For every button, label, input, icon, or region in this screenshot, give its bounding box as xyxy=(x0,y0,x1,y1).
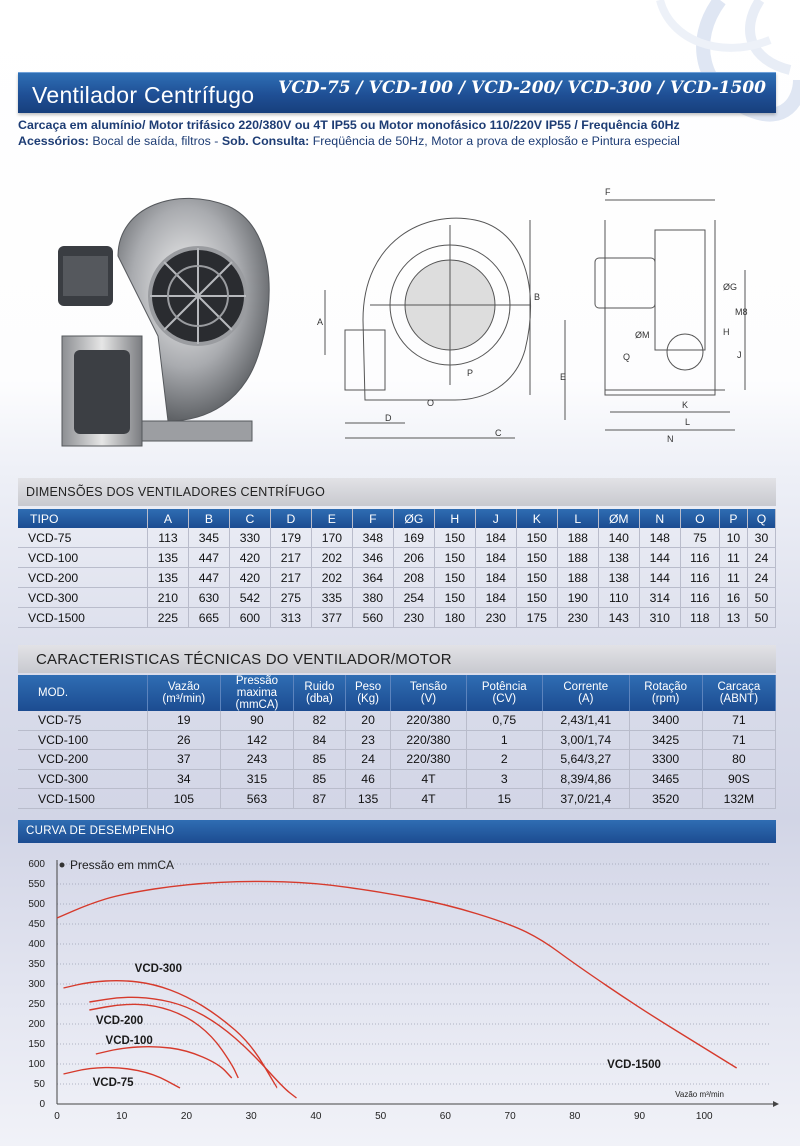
table-cell: 138 xyxy=(598,568,639,588)
table-cell: 184 xyxy=(475,588,516,608)
dim-label-p: P xyxy=(467,368,474,378)
table-cell: 90 xyxy=(220,711,293,730)
table-cell: 190 xyxy=(557,588,598,608)
page-title: Ventilador Centrífugo xyxy=(32,82,255,108)
table-cell: 4T xyxy=(391,769,466,789)
table-cell: 116 xyxy=(680,568,719,588)
x-tick-label: 50 xyxy=(375,1111,387,1122)
dim-label-om: ØM xyxy=(635,330,650,340)
title-bar xyxy=(18,72,776,113)
table-cell: 220/380 xyxy=(391,730,466,750)
table-cell: VCD-300 xyxy=(18,769,147,789)
dim-label-n: N xyxy=(667,434,674,444)
table-cell: 3425 xyxy=(629,730,702,750)
dim-col-header: C xyxy=(229,509,270,528)
dim-col-header: N xyxy=(639,509,680,528)
table-cell: 208 xyxy=(393,568,434,588)
table-cell: 138 xyxy=(598,548,639,568)
table-cell: 188 xyxy=(557,548,598,568)
dimensions-title: DIMENSÕES DOS VENTILADORES CENTRÍFUGO xyxy=(26,485,326,499)
dim-col-header: E xyxy=(311,509,352,528)
dim-col-header: O xyxy=(680,509,719,528)
x-tick-label: 80 xyxy=(569,1111,581,1122)
table-cell: 116 xyxy=(680,588,719,608)
table-cell: 11 xyxy=(719,568,747,588)
table-cell: 113 xyxy=(147,528,188,548)
table-cell: 10 xyxy=(719,528,747,548)
table-cell: 179 xyxy=(270,528,311,548)
table-cell: 85 xyxy=(294,769,346,789)
table-cell: VCD-300 xyxy=(18,588,147,608)
table-cell: 150 xyxy=(434,528,475,548)
dim-label-a: A xyxy=(317,317,324,327)
table-cell: 315 xyxy=(220,769,293,789)
table-cell: 3,00/1,74 xyxy=(542,730,629,750)
table-cell: 3 xyxy=(466,769,542,789)
table-cell: 80 xyxy=(702,750,775,770)
dim-label-l: L xyxy=(685,417,691,427)
table-cell: 116 xyxy=(680,548,719,568)
y-tick-label: 550 xyxy=(28,879,45,890)
y-tick-label: 600 xyxy=(28,859,45,870)
spec-line-1 xyxy=(18,118,680,132)
table-cell: VCD-1500 xyxy=(18,789,147,809)
x-tick-label: 0 xyxy=(54,1111,60,1122)
table-cell: 230 xyxy=(557,608,598,628)
table-cell: 348 xyxy=(352,528,393,548)
dim-label-b: B xyxy=(534,292,541,302)
x-axis-label: Vazão m³/min xyxy=(675,1090,724,1099)
table-cell: 420 xyxy=(229,548,270,568)
y-tick-label: 350 xyxy=(28,959,45,970)
table-cell: 184 xyxy=(475,548,516,568)
spec-line-2 xyxy=(18,134,680,148)
technical-table xyxy=(18,675,776,809)
series-label: VCD-200 xyxy=(95,1015,144,1027)
table-cell: 50 xyxy=(747,608,775,628)
x-tick-label: 60 xyxy=(439,1111,451,1122)
dim-label-j: J xyxy=(737,350,742,360)
x-tick-label: 20 xyxy=(180,1111,193,1122)
table-cell: 3465 xyxy=(629,769,702,789)
table-cell: 26 xyxy=(147,730,220,750)
series-label: VCD-100 xyxy=(105,1035,153,1047)
table-cell: 37,0/21,4 xyxy=(542,789,629,809)
table-cell: 5,64/3,27 xyxy=(542,750,629,770)
table-cell: 150 xyxy=(516,528,557,548)
on-request-text: Freqüência de 50Hz, Motor a prova de explosão e Pintura especial xyxy=(309,134,680,148)
table-cell: 310 xyxy=(639,608,680,628)
tech-col-header: Tensão (V) xyxy=(391,675,466,711)
y-tick-label: 100 xyxy=(28,1059,45,1070)
dim-col-header: B xyxy=(188,509,229,528)
y-tick-label: 250 xyxy=(28,999,45,1010)
table-cell: 2 xyxy=(466,750,542,770)
table-cell: VCD-200 xyxy=(18,568,147,588)
dim-col-header: TIPO xyxy=(18,509,147,528)
table-cell: 313 xyxy=(270,608,311,628)
table-cell: 346 xyxy=(352,548,393,568)
accessories-label: Acessórios: xyxy=(18,134,89,148)
table-row xyxy=(18,588,776,608)
table-cell: 85 xyxy=(294,750,346,770)
y-tick-label: 200 xyxy=(28,1019,45,1030)
table-cell: 254 xyxy=(393,588,434,608)
table-cell: 24 xyxy=(747,548,775,568)
dim-col-header: Q xyxy=(747,509,775,528)
table-cell: 24 xyxy=(345,750,390,770)
table-row xyxy=(18,769,776,789)
dimensions-header-row xyxy=(18,509,776,528)
tech-col-header: Peso (Kg) xyxy=(345,675,390,711)
series-label: VCD-300 xyxy=(134,963,182,975)
y-tick-label: 450 xyxy=(28,919,45,930)
table-cell: 560 xyxy=(352,608,393,628)
table-cell: 377 xyxy=(311,608,352,628)
table-cell: 132M xyxy=(702,789,775,809)
table-cell: 600 xyxy=(229,608,270,628)
table-cell: 13 xyxy=(719,608,747,628)
table-cell: 217 xyxy=(270,548,311,568)
dim-col-header: H xyxy=(434,509,475,528)
tech-col-header: Ruido (dba) xyxy=(294,675,346,711)
table-cell: 34 xyxy=(147,769,220,789)
table-cell: 217 xyxy=(270,568,311,588)
table-cell: 140 xyxy=(598,528,639,548)
table-cell: 3300 xyxy=(629,750,702,770)
series-label: VCD-1500 xyxy=(607,1059,661,1071)
x-tick-label: 40 xyxy=(310,1111,322,1122)
table-cell: 0,75 xyxy=(466,711,542,730)
table-cell: VCD-75 xyxy=(18,528,147,548)
spec-construction: Carcaça em alumínio/ Motor trifásico 220/380V ou 4T IP55 ou Motor monofásico 110/220V IP55 / Frequência 60Hz xyxy=(18,118,680,132)
x-tick-label: 100 xyxy=(695,1111,713,1122)
table-cell: 90S xyxy=(702,769,775,789)
dimensions-table xyxy=(18,509,776,628)
table-cell: 16 xyxy=(719,588,747,608)
dim-col-header: F xyxy=(352,509,393,528)
table-cell: 188 xyxy=(557,568,598,588)
table-cell: 1 xyxy=(466,730,542,750)
table-cell: 11 xyxy=(719,548,747,568)
y-tick-label: 400 xyxy=(28,939,45,950)
table-cell: 230 xyxy=(393,608,434,628)
table-row xyxy=(18,789,776,809)
table-cell: 50 xyxy=(747,588,775,608)
table-cell: 71 xyxy=(702,711,775,730)
table-cell: 150 xyxy=(434,548,475,568)
table-cell: 105 xyxy=(147,789,220,809)
table-cell: 144 xyxy=(639,548,680,568)
table-row xyxy=(18,730,776,750)
table-cell: 175 xyxy=(516,608,557,628)
dim-label-h: H xyxy=(723,327,730,337)
technical-header xyxy=(18,645,776,673)
table-cell: 110 xyxy=(598,588,639,608)
tech-col-header: Corrente (A) xyxy=(542,675,629,711)
table-cell: 380 xyxy=(352,588,393,608)
table-cell: VCD-100 xyxy=(18,730,147,750)
table-cell: 84 xyxy=(294,730,346,750)
fan-product-photo xyxy=(58,186,278,458)
table-cell: 169 xyxy=(393,528,434,548)
table-cell: 4T xyxy=(391,789,466,809)
table-cell: 665 xyxy=(188,608,229,628)
dim-label-k: K xyxy=(682,400,689,410)
table-cell: 202 xyxy=(311,548,352,568)
table-cell: 46 xyxy=(345,769,390,789)
table-cell: 188 xyxy=(557,528,598,548)
table-cell: 15 xyxy=(466,789,542,809)
x-tick-label: 30 xyxy=(245,1111,257,1122)
table-cell: 30 xyxy=(747,528,775,548)
table-cell: 447 xyxy=(188,568,229,588)
table-cell: 150 xyxy=(434,588,475,608)
table-cell: 144 xyxy=(639,568,680,588)
table-cell: 135 xyxy=(345,789,390,809)
table-cell: 447 xyxy=(188,548,229,568)
table-cell: 20 xyxy=(345,711,390,730)
dim-label-og: ØG xyxy=(723,282,738,292)
table-cell: 225 xyxy=(147,608,188,628)
curve-header xyxy=(18,820,776,843)
series-label: VCD-75 xyxy=(92,1077,134,1089)
table-cell: 563 xyxy=(220,789,293,809)
dim-col-header: ØG xyxy=(393,509,434,528)
tech-col-header: Potência (CV) xyxy=(466,675,542,711)
dim-col-header: K xyxy=(516,509,557,528)
x-tick-label: 90 xyxy=(633,1111,646,1122)
dim-col-header: P xyxy=(719,509,747,528)
table-cell: 150 xyxy=(516,568,557,588)
table-cell: 180 xyxy=(434,608,475,628)
tech-col-header: Pressão maxima (mmCA) xyxy=(220,675,293,711)
table-cell: 330 xyxy=(229,528,270,548)
table-cell: VCD-75 xyxy=(18,711,147,730)
table-cell: 184 xyxy=(475,568,516,588)
table-row xyxy=(18,528,776,548)
y-tick-label: 0 xyxy=(39,1099,45,1110)
dim-col-header: J xyxy=(475,509,516,528)
technical-header-row xyxy=(18,675,776,711)
table-cell: 275 xyxy=(270,588,311,608)
table-row xyxy=(18,750,776,770)
curve-title: CURVA DE DESEMPENHO xyxy=(26,825,175,837)
table-cell: 3520 xyxy=(629,789,702,809)
x-axis-arrow xyxy=(773,1101,779,1107)
dim-label-d: D xyxy=(385,413,392,423)
table-cell: 82 xyxy=(294,711,346,730)
table-cell: 2,43/1,41 xyxy=(542,711,629,730)
y-axis-label: Pressão em mmCA xyxy=(70,858,175,872)
table-cell: 210 xyxy=(147,588,188,608)
tech-col-header: Rotação (rpm) xyxy=(629,675,702,711)
table-cell: 206 xyxy=(393,548,434,568)
table-cell: 142 xyxy=(220,730,293,750)
dim-label-c: C xyxy=(495,428,502,438)
table-cell: 630 xyxy=(188,588,229,608)
tech-col-header: MOD. xyxy=(18,675,147,711)
series-line xyxy=(63,981,277,1088)
table-cell: 8,39/4,86 xyxy=(542,769,629,789)
table-cell: VCD-200 xyxy=(18,750,147,770)
performance-chart xyxy=(0,846,800,1146)
dim-col-header: ØM xyxy=(598,509,639,528)
dim-label-f: F xyxy=(605,187,611,197)
table-cell: VCD-1500 xyxy=(18,608,147,628)
y-tick-label: 300 xyxy=(28,979,45,990)
table-cell: 364 xyxy=(352,568,393,588)
table-cell: 420 xyxy=(229,568,270,588)
dim-label-m8: M8 xyxy=(735,307,748,317)
table-cell: 542 xyxy=(229,588,270,608)
table-cell: 170 xyxy=(311,528,352,548)
y-tick-label: 500 xyxy=(28,899,45,910)
table-cell: 345 xyxy=(188,528,229,548)
dimensions-header xyxy=(18,478,776,506)
dim-label-q: Q xyxy=(623,352,631,362)
y-tick-label: 50 xyxy=(33,1079,45,1090)
table-cell: 314 xyxy=(639,588,680,608)
table-cell: 118 xyxy=(680,608,719,628)
table-row xyxy=(18,568,776,588)
table-cell: 135 xyxy=(147,568,188,588)
table-cell: 37 xyxy=(147,750,220,770)
table-cell: 19 xyxy=(147,711,220,730)
table-cell: 3400 xyxy=(629,711,702,730)
table-cell: 75 xyxy=(680,528,719,548)
dim-label-o: O xyxy=(427,398,435,408)
dim-col-header: A xyxy=(147,509,188,528)
tech-col-header: Carcaça (ABNT) xyxy=(702,675,775,711)
model-list: VCD-75 / VCD-100 / VCD-200/ VCD-300 / VCD-1500 xyxy=(278,78,766,98)
table-cell: 184 xyxy=(475,528,516,548)
x-tick-label: 70 xyxy=(504,1111,516,1122)
technical-drawing xyxy=(305,180,775,460)
tech-col-header: Vazão (m³/min) xyxy=(147,675,220,711)
on-request-label: Sob. Consulta: xyxy=(221,134,310,148)
table-cell: 23 xyxy=(345,730,390,750)
accessories-text: Bocal de saída, filtros - xyxy=(88,134,222,148)
table-cell: 220/380 xyxy=(391,711,466,730)
table-cell: 143 xyxy=(598,608,639,628)
table-cell: 24 xyxy=(747,568,775,588)
table-cell: 87 xyxy=(294,789,346,809)
y-tick-label: 150 xyxy=(28,1039,45,1050)
ylabel-bullet xyxy=(60,863,65,868)
table-cell: 150 xyxy=(516,588,557,608)
table-cell: 148 xyxy=(639,528,680,548)
table-cell: 243 xyxy=(220,750,293,770)
table-cell: 150 xyxy=(516,548,557,568)
table-cell: 230 xyxy=(475,608,516,628)
table-cell: 150 xyxy=(434,568,475,588)
table-row xyxy=(18,608,776,628)
dim-col-header: D xyxy=(270,509,311,528)
table-cell: 71 xyxy=(702,730,775,750)
table-row xyxy=(18,548,776,568)
series-line xyxy=(96,1047,232,1078)
dim-col-header: L xyxy=(557,509,598,528)
table-cell: VCD-100 xyxy=(18,548,147,568)
table-cell: 135 xyxy=(147,548,188,568)
table-cell: 220/380 xyxy=(391,750,466,770)
x-tick-label: 10 xyxy=(116,1111,128,1122)
technical-title: CARACTERISTICAS TÉCNICAS DO VENTILADOR/MOTOR xyxy=(36,651,452,668)
table-cell: 202 xyxy=(311,568,352,588)
table-cell: 335 xyxy=(311,588,352,608)
table-row xyxy=(18,711,776,730)
dim-label-e: E xyxy=(560,372,567,382)
